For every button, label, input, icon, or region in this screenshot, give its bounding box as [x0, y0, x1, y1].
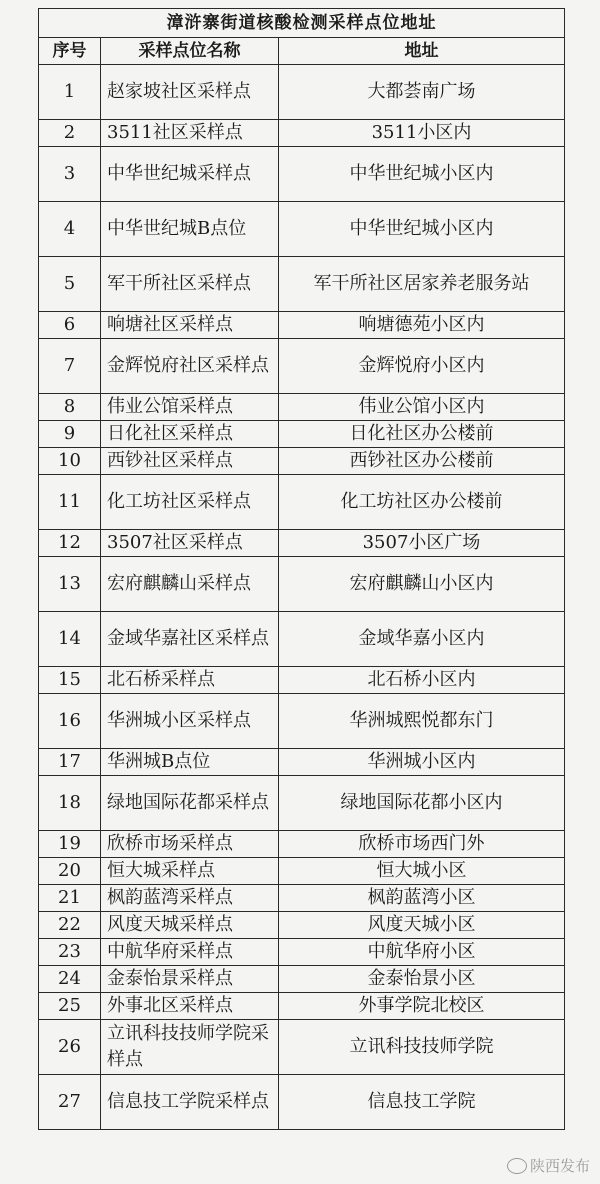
cell-index: 8	[39, 394, 101, 421]
watermark-text: 陕西发布	[529, 1157, 590, 1175]
table-row	[39, 993, 565, 1020]
table-header-row	[39, 38, 565, 65]
cell-address: 风度天城小区	[279, 912, 565, 939]
cell-site-name: 绿地国际花都采样点	[101, 776, 279, 831]
cell-address: 华洲城熙悦都东门	[279, 694, 565, 749]
table-row	[39, 749, 565, 776]
cell-address: 西钞社区办公楼前	[279, 448, 565, 475]
cell-site-name: 3507社区采样点	[101, 530, 279, 557]
table-row	[39, 421, 565, 448]
cell-index: 9	[39, 421, 101, 448]
cell-site-name: 金泰怡景采样点	[101, 966, 279, 993]
cell-index: 22	[39, 912, 101, 939]
cell-address: 华洲城小区内	[279, 749, 565, 776]
cell-index: 20	[39, 858, 101, 885]
cell-site-name: 华洲城小区采样点	[101, 694, 279, 749]
cell-index: 21	[39, 885, 101, 912]
header-address: 地址	[279, 38, 565, 65]
cell-index: 17	[39, 749, 101, 776]
table-row	[39, 831, 565, 858]
cell-address: 信息技工学院	[279, 1075, 565, 1130]
cell-site-name: 金域华嘉社区采样点	[101, 612, 279, 667]
cell-index: 12	[39, 530, 101, 557]
cell-site-name: 风度天城采样点	[101, 912, 279, 939]
table-title-row	[39, 9, 565, 38]
cell-address: 金辉悦府小区内	[279, 339, 565, 394]
cell-address: 日化社区办公楼前	[279, 421, 565, 448]
cell-index: 19	[39, 831, 101, 858]
table-row	[39, 257, 565, 312]
cell-address: 枫韵蓝湾小区	[279, 885, 565, 912]
table-row	[39, 966, 565, 993]
cell-address: 绿地国际花都小区内	[279, 776, 565, 831]
cell-address: 宏府麒麟山小区内	[279, 557, 565, 612]
header-site-name: 采样点位名称	[101, 38, 279, 65]
table-row	[39, 939, 565, 966]
cell-address: 军干所社区居家养老服务站	[279, 257, 565, 312]
cell-site-name: 枫韵蓝湾采样点	[101, 885, 279, 912]
cell-index: 2	[39, 120, 101, 147]
cell-site-name: 北石桥采样点	[101, 667, 279, 694]
table-row	[39, 858, 565, 885]
cell-index: 26	[39, 1020, 101, 1075]
table-row	[39, 1020, 565, 1075]
cell-address: 3507小区广场	[279, 530, 565, 557]
table-row	[39, 612, 565, 667]
cell-site-name: 赵家坡社区采样点	[101, 65, 279, 120]
cell-address: 立讯科技技师学院	[279, 1020, 565, 1075]
table-body	[39, 65, 565, 1130]
cell-site-name: 中华世纪城采样点	[101, 147, 279, 202]
table-row	[39, 667, 565, 694]
cell-address: 外事学院北校区	[279, 993, 565, 1020]
table-row	[39, 557, 565, 612]
cell-site-name: 日化社区采样点	[101, 421, 279, 448]
cell-address: 3511小区内	[279, 120, 565, 147]
table-row	[39, 694, 565, 749]
cell-site-name: 军干所社区采样点	[101, 257, 279, 312]
cell-site-name: 中航华府采样点	[101, 939, 279, 966]
watermark	[507, 1155, 590, 1176]
table-row	[39, 530, 565, 557]
cell-index: 15	[39, 667, 101, 694]
cell-address: 大都荟南广场	[279, 65, 565, 120]
table-row	[39, 394, 565, 421]
cell-address: 中华世纪城小区内	[279, 202, 565, 257]
cell-index: 13	[39, 557, 101, 612]
cell-site-name: 信息技工学院采样点	[101, 1075, 279, 1130]
table-row	[39, 65, 565, 120]
cell-index: 27	[39, 1075, 101, 1130]
cell-index: 7	[39, 339, 101, 394]
cell-site-name: 宏府麒麟山采样点	[101, 557, 279, 612]
table-row	[39, 147, 565, 202]
document-sheet	[38, 8, 564, 1130]
cell-index: 5	[39, 257, 101, 312]
cell-address: 响塘德苑小区内	[279, 312, 565, 339]
cell-site-name: 华洲城B点位	[101, 749, 279, 776]
sampling-sites-table	[38, 8, 565, 1130]
cell-index: 11	[39, 475, 101, 530]
cell-index: 18	[39, 776, 101, 831]
table-title: 漳浒寨街道核酸检测采样点位地址	[39, 9, 565, 38]
cell-site-name: 恒大城采样点	[101, 858, 279, 885]
cell-address: 欣桥市场西门外	[279, 831, 565, 858]
cell-address: 北石桥小区内	[279, 667, 565, 694]
table-row	[39, 120, 565, 147]
table-row	[39, 1075, 565, 1130]
cell-address: 化工坊社区办公楼前	[279, 475, 565, 530]
cell-index: 1	[39, 65, 101, 120]
cell-site-name: 外事北区采样点	[101, 993, 279, 1020]
cell-index: 24	[39, 966, 101, 993]
cell-address: 金泰怡景小区	[279, 966, 565, 993]
cell-site-name: 西钞社区采样点	[101, 448, 279, 475]
cell-site-name: 化工坊社区采样点	[101, 475, 279, 530]
cell-index: 6	[39, 312, 101, 339]
cell-address: 伟业公馆小区内	[279, 394, 565, 421]
table-row	[39, 312, 565, 339]
cell-address: 金域华嘉小区内	[279, 612, 565, 667]
table-row	[39, 448, 565, 475]
cell-site-name: 响塘社区采样点	[101, 312, 279, 339]
cell-address: 中华世纪城小区内	[279, 147, 565, 202]
cell-site-name: 立讯科技技师学院采样点	[101, 1020, 279, 1075]
cell-site-name: 欣桥市场采样点	[101, 831, 279, 858]
table-row	[39, 339, 565, 394]
table-row	[39, 776, 565, 831]
table-row	[39, 475, 565, 530]
cell-address: 恒大城小区	[279, 858, 565, 885]
cell-site-name: 金辉悦府社区采样点	[101, 339, 279, 394]
cell-address: 中航华府小区	[279, 939, 565, 966]
cell-index: 3	[39, 147, 101, 202]
table-row	[39, 912, 565, 939]
header-index: 序号	[39, 38, 101, 65]
cell-index: 4	[39, 202, 101, 257]
cell-site-name: 中华世纪城B点位	[101, 202, 279, 257]
cell-index: 25	[39, 993, 101, 1020]
weibo-icon	[507, 1158, 527, 1174]
cell-site-name: 3511社区采样点	[101, 120, 279, 147]
table-row	[39, 202, 565, 257]
cell-site-name: 伟业公馆采样点	[101, 394, 279, 421]
cell-index: 10	[39, 448, 101, 475]
table-row	[39, 885, 565, 912]
cell-index: 14	[39, 612, 101, 667]
cell-index: 16	[39, 694, 101, 749]
cell-index: 23	[39, 939, 101, 966]
